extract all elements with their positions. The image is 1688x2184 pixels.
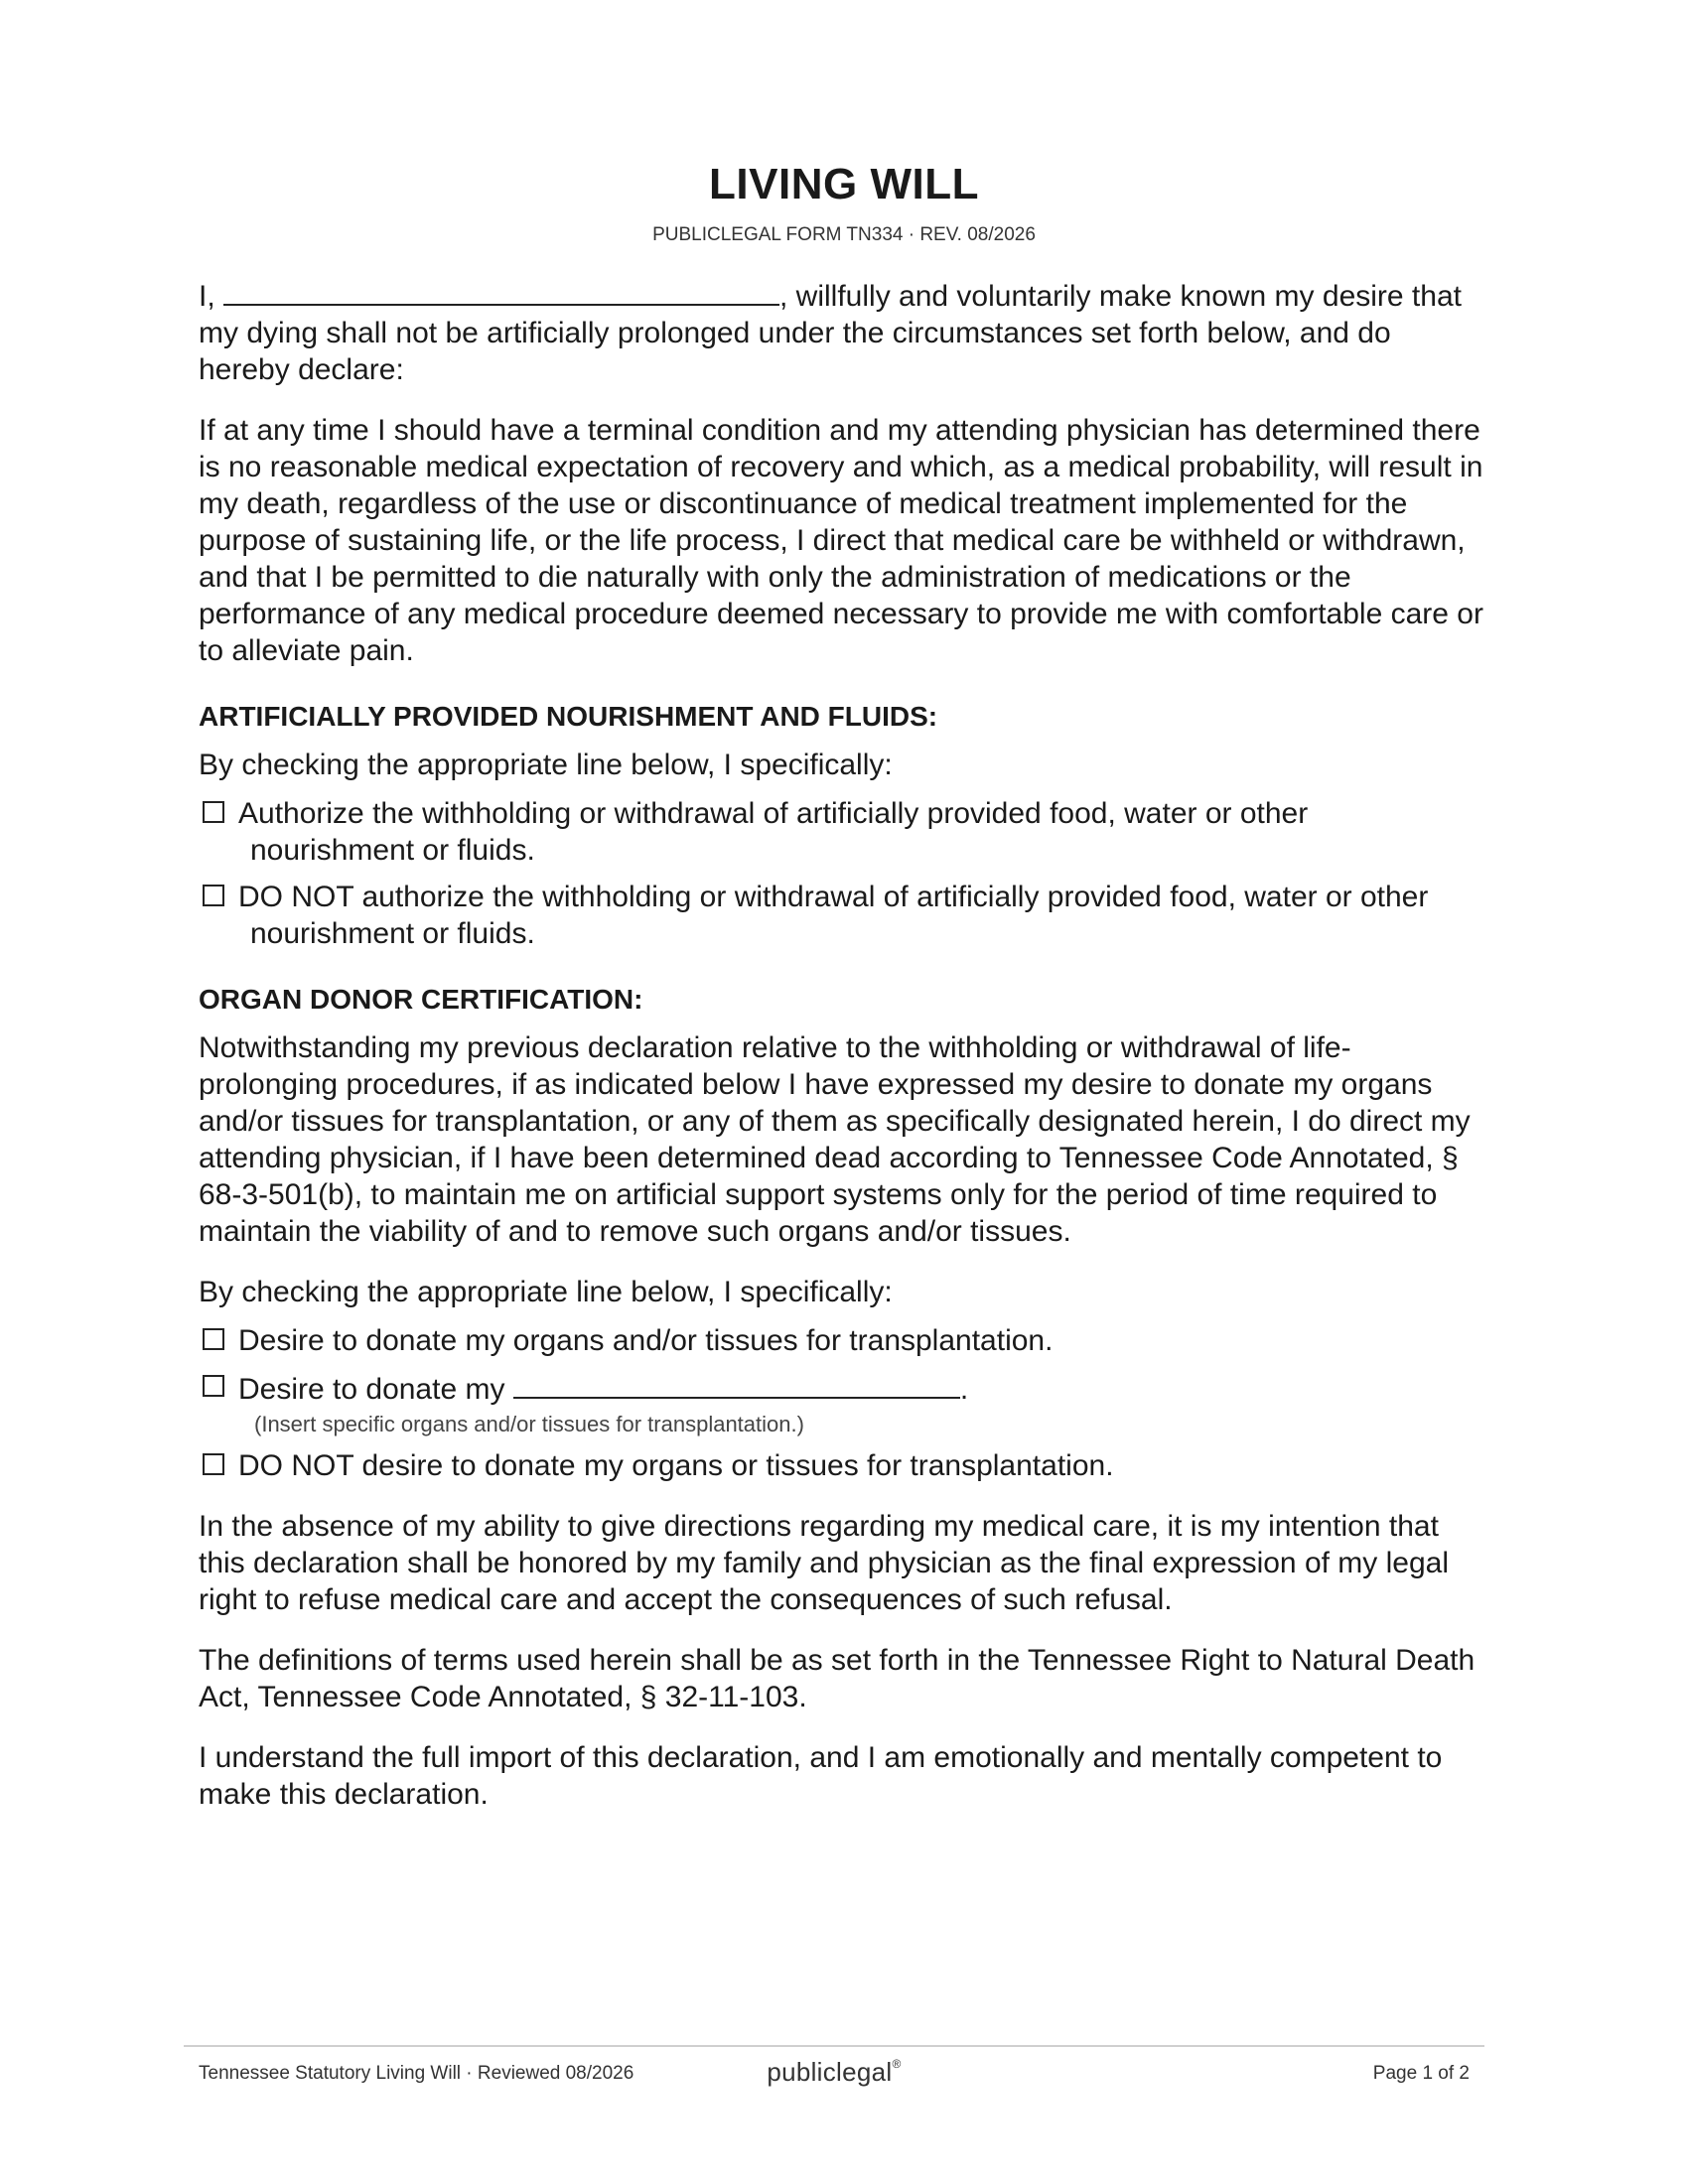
nourishment-heading: ARTIFICIALLY PROVIDED NOURISHMENT AND FLUIDS: [199, 701, 938, 732]
option-text: Desire to donate my organs and/or tissues for transplantation. [238, 1324, 1054, 1357]
publiclegal-logo [184, 2057, 1484, 2088]
absence-paragraph: In the absence of my ability to give directions regarding my medical care, it is my intention that this declaration shall be honored by my family and physician as the final expression of my legal right to refuse medical care and accept the consequences of such refusal. [199, 1510, 1450, 1616]
organ-donor-lead: By checking the appropriate line below, I specifically: [199, 1276, 893, 1308]
understanding-paragraph: I understand the full import of this declaration, and I am emotionally and mentally competent to make this declaration. [199, 1741, 1443, 1811]
nourishment-option-do-not-authorize [199, 879, 1489, 952]
option-line: nourishment or fluids. [250, 917, 535, 950]
specific-organs-note: (Insert specific organs and/or tissues for transplantation.) [254, 1412, 804, 1436]
form-number: PUBLICLEGAL FORM TN334 · REV. 08/2026 [652, 224, 1036, 245]
registered-mark: ® [892, 2057, 902, 2071]
organ-donor-paragraph: Notwithstanding my previous declaration relative to the withholding or withdrawal of life-prolonging procedures, if as indicated below I have expressed my desire to donate my organs and/or tissues for transplantation, or any of them as specifically designated herein, I do direct my attending physician, if I have been determined dead according to Tennessee Code Annotated, § 68-3-501(b), to maintain me on artificial support systems only for the period of time required to maintain the viability of and to remove such organs and/or tissues. [199, 1031, 1471, 1248]
logo-text: publiclegal [767, 2057, 893, 2087]
page-number: Page 1 of 2 [1372, 2063, 1470, 2084]
option-text: Desire to donate my [238, 1373, 505, 1406]
organ-donor-heading: ORGAN DONOR CERTIFICATION: [199, 984, 643, 1015]
organ-option-none [199, 1447, 1489, 1484]
organ-option-all [199, 1322, 1489, 1359]
option-line: DO NOT authorize the withholding or withdrawal of artificially provided food, water or other [238, 881, 1429, 913]
option-suffix: . [959, 1373, 969, 1406]
donate-specific-checkbox[interactable] [203, 1375, 224, 1397]
definitions-paragraph: The definitions of terms used herein shall be as set forth in the Tennessee Right to Natural Death Act, Tennessee Code Annotated, § 32-11-103. [199, 1644, 1476, 1713]
do-not-donate-checkbox[interactable] [203, 1453, 224, 1475]
footer-form-title: Tennessee Statutory Living Will · Reviewed 08/2026 [199, 2063, 634, 2084]
option-text: DO NOT desire to donate my organs or tissues for transplantation. [238, 1449, 1114, 1482]
document-page [199, 159, 1489, 1813]
page-title: LIVING WILL [709, 160, 979, 208]
option-line: nourishment or fluids. [250, 834, 535, 867]
intro-suffix: , willfully and voluntarily make known my desire that my dying shall not be artificially prolonged under the circumstances set forth below, and do hereby declare: [199, 280, 1462, 386]
nourishment-option-authorize [199, 795, 1489, 869]
organ-option-specific [199, 1369, 1489, 1408]
specific-organs-field[interactable] [513, 1369, 960, 1399]
page-footer [184, 2045, 1484, 2087]
declarant-name-field[interactable] [223, 276, 779, 306]
terminal-condition-paragraph: If at any time I should have a terminal condition and my attending physician has determined there is no reasonable medical expectation of recovery and which, as a medical probability, will result in my death, regardless of the use or discontinuance of medical treatment implemented for the purpose of sustaining life, or the life process, I direct that medical care be withheld or withdrawn, and that I be permitted to die naturally with only the administration of medications or the performance of any medical procedure deemed necessary to provide me with comfortable care or to alleviate pain. [199, 414, 1483, 667]
do-not-authorize-checkbox[interactable] [203, 885, 224, 906]
donate-all-checkbox[interactable] [203, 1328, 224, 1350]
option-line: Authorize the withholding or withdrawal of artificially provided food, water or other [238, 797, 1309, 830]
authorize-checkbox[interactable] [203, 801, 224, 823]
intro-paragraph [199, 276, 1489, 388]
intro-prefix: I, [199, 280, 215, 313]
nourishment-lead: By checking the appropriate line below, I specifically: [199, 749, 893, 781]
